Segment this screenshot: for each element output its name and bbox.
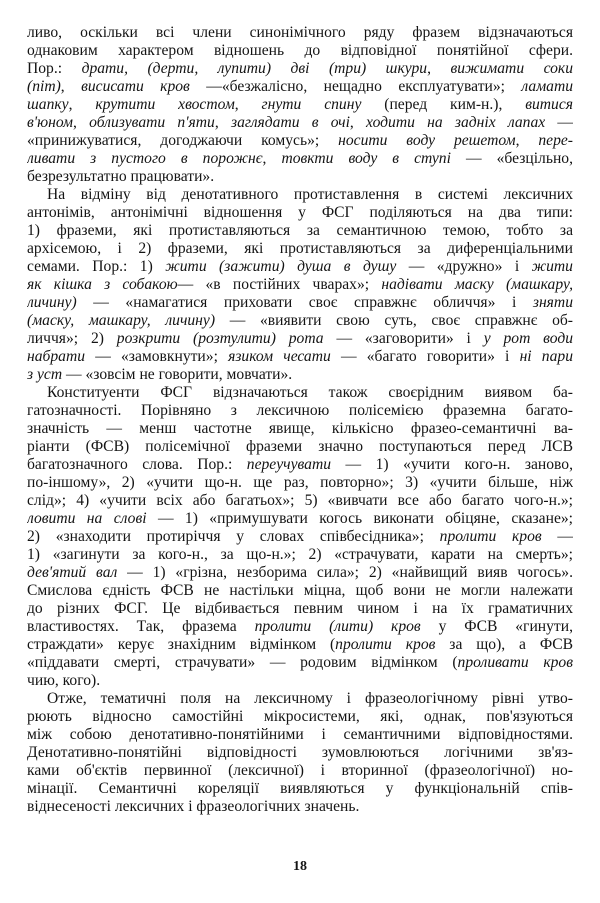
paragraph bbox=[27, 186, 573, 384]
text-line bbox=[27, 132, 573, 150]
text-line bbox=[27, 546, 573, 564]
text-run: — «виявити свою суть, своє справжнє об- bbox=[215, 312, 573, 329]
text-run: «принижуватися, догоджаючи комусь»; bbox=[27, 132, 339, 149]
text-run: безрезультатно працювати». bbox=[27, 168, 215, 185]
italic-phrase: жити (зажити) душа в душу bbox=[165, 258, 397, 275]
text-run: рюють відносно самостійні мікросистеми, які, однак, пов'язуються bbox=[27, 708, 573, 725]
text-run: , bbox=[234, 96, 262, 113]
italic-phrase: переучувати bbox=[246, 456, 332, 473]
italic-phrase: надівати маску (машкару, bbox=[381, 276, 573, 293]
text-line bbox=[27, 456, 573, 474]
italic-phrase: пере- bbox=[538, 132, 573, 149]
italic-phrase: товкти воду в ступі bbox=[281, 150, 451, 167]
text-run: — bbox=[545, 114, 573, 131]
text-line bbox=[27, 438, 573, 456]
text-line bbox=[27, 600, 573, 618]
text-run: — bbox=[541, 528, 573, 545]
text-run: Смислова єдність ФСВ не настільки міцна, щоб вони не могли належати bbox=[27, 582, 573, 599]
italic-phrase: дев'ятий вал bbox=[27, 564, 118, 581]
text-run: ками об'єктів первинної (лексичної) і вторинної (фразеологічної) но- bbox=[27, 762, 573, 779]
text-line bbox=[27, 186, 573, 204]
text-line bbox=[27, 492, 573, 510]
italic-phrase: (піт) bbox=[27, 78, 61, 95]
text-line bbox=[27, 168, 573, 186]
text-line bbox=[27, 60, 573, 78]
page-number: 18 bbox=[293, 859, 307, 874]
italic-phrase: як кішка з собакою bbox=[27, 276, 178, 293]
italic-phrase: розкрити (розтулити) рота bbox=[116, 330, 324, 347]
italic-phrase: у рот води bbox=[483, 330, 573, 347]
text-run: у ФСВ «гинути, bbox=[420, 618, 573, 635]
text-run: — 1) «учити кого-н. заново, bbox=[331, 456, 573, 473]
text-run: личчя»; 2) bbox=[27, 330, 117, 347]
text-run: страждати» керує знахідним відмінком ( bbox=[27, 636, 336, 653]
text-line bbox=[27, 780, 573, 798]
text-run: , bbox=[349, 114, 367, 131]
italic-phrase: шапку bbox=[27, 96, 69, 113]
text-run: 1) «загинути за кого-н., за що-н.»; 2) «страчувати, карати на смерть»; bbox=[27, 546, 573, 563]
text-line bbox=[27, 726, 573, 744]
italic-phrase: пролити кров bbox=[439, 528, 542, 545]
text-run: — «замовкнути»; bbox=[85, 348, 229, 365]
text-line bbox=[27, 96, 573, 114]
text-run: , bbox=[427, 60, 451, 77]
italic-phrase: язиком чесати bbox=[228, 348, 331, 365]
italic-phrase: набрати bbox=[27, 348, 86, 365]
text-run: — «в постійних чварах»; bbox=[177, 276, 382, 293]
text-line bbox=[27, 582, 573, 600]
text-run: , bbox=[68, 96, 96, 113]
italic-phrase: облизувати п'яти bbox=[89, 114, 215, 131]
text-run: архісемою, і 2) фраземи, які протиставляються за диференціальними bbox=[27, 240, 573, 257]
text-run: віднесеності лексичних і фразеологічних значень. bbox=[27, 798, 360, 815]
text-run: — «зовсім не говорити, мовчати». bbox=[62, 366, 293, 383]
text-line bbox=[27, 330, 573, 348]
text-run: мінації. Семантичні кореляції виявляються у функціональній спів- bbox=[27, 780, 573, 797]
text-line bbox=[27, 798, 573, 816]
italic-phrase: ливати з пустого в порожнє bbox=[27, 150, 263, 167]
italic-phrase: з уст bbox=[27, 366, 63, 383]
text-run: однаковим характером відношень до відповідної понятійної сфери. bbox=[27, 42, 573, 59]
text-run: — 1) «примушувати когось виконати обіцяне, сказане»; bbox=[146, 510, 573, 527]
paragraph bbox=[27, 24, 573, 186]
text-run: — «заговорити» і bbox=[323, 330, 484, 347]
text-run: між собою денотативно-понятійними і семантичними відповідностями. bbox=[27, 726, 573, 743]
italic-phrase: в'юном bbox=[27, 114, 73, 131]
italic-phrase: пролити кров bbox=[335, 636, 436, 653]
text-run: 2) «знаходити протиріччя у словах співбесідника»; bbox=[27, 528, 440, 545]
text-run: (перед ким-н.), bbox=[361, 96, 526, 113]
italic-phrase: висисати кров bbox=[81, 78, 190, 95]
text-run: чию, кого). bbox=[27, 672, 101, 689]
italic-phrase: носити воду решетом bbox=[338, 132, 516, 149]
text-run: — «дружно» і bbox=[396, 258, 532, 275]
text-run: по-іншому», 2) «учити що-н. ще раз, повторно»; 3) «учити більше, ніж bbox=[27, 474, 573, 491]
text-line bbox=[27, 204, 573, 222]
italic-phrase: драти, (дерти, лупити) дві (три) шкури bbox=[81, 60, 428, 77]
text-line bbox=[27, 762, 573, 780]
italic-phrase: проливати кров bbox=[457, 654, 573, 671]
text-run: — «безцільно, bbox=[450, 150, 573, 167]
text-run: — «багато говорити» і bbox=[330, 348, 520, 365]
text-line bbox=[27, 528, 573, 546]
text-line bbox=[27, 114, 573, 132]
italic-phrase: заглядати в очі bbox=[230, 114, 350, 131]
text-line bbox=[27, 402, 573, 420]
text-line bbox=[27, 258, 573, 276]
text-run: , bbox=[515, 132, 539, 149]
text-run: , bbox=[60, 78, 82, 95]
text-line bbox=[27, 42, 573, 60]
text-run: семами. Пор.: 1) bbox=[27, 258, 166, 275]
text-line bbox=[27, 690, 573, 708]
text-run: —«безжалісно, нещадно експлуатувати»; bbox=[189, 78, 522, 95]
text-run: Пор.: bbox=[27, 60, 82, 77]
paragraph bbox=[27, 384, 573, 690]
italic-phrase: пролити (лити) кров bbox=[254, 618, 421, 635]
text-run: антонімів, антонімічні відношення у ФСГ поділяються на два типи: bbox=[27, 204, 573, 221]
text-line bbox=[27, 474, 573, 492]
text-run: , bbox=[73, 114, 90, 131]
text-line bbox=[27, 708, 573, 726]
text-run: Отже, тематичні поля на лексичному і фразеологічному рівні утво- bbox=[47, 690, 573, 707]
italic-phrase: гнути спину bbox=[261, 96, 362, 113]
text-line bbox=[27, 348, 573, 366]
text-line bbox=[27, 276, 573, 294]
text-run: до різних ФСГ. Це відбивається певним чином і на їх граматичних bbox=[27, 600, 573, 617]
text-line bbox=[27, 420, 573, 438]
text-line bbox=[27, 222, 573, 240]
text-run: — «намагатися приховати своє справжнє обличчя» і bbox=[76, 294, 533, 311]
text-run: ріанти (ФСВ) полісемічної фраземи значно поступаються перед ЛСВ bbox=[27, 438, 573, 455]
text-line bbox=[27, 24, 573, 42]
italic-phrase: вижимати соки bbox=[450, 60, 573, 77]
text-run: На відміну від денотативного протиставлення в системі лексичних bbox=[47, 186, 573, 203]
text-run: — 1) «грізна, незборима сила»; 2) «найвищий вияв чогось». bbox=[117, 564, 573, 581]
italic-phrase: личину) bbox=[27, 294, 77, 311]
text-run: за що), а ФСВ bbox=[435, 636, 573, 653]
text-line bbox=[27, 636, 573, 654]
italic-phrase: крутити хвостом bbox=[95, 96, 235, 113]
italic-phrase: жити bbox=[531, 258, 573, 275]
text-run: , bbox=[214, 114, 231, 131]
text-line bbox=[27, 366, 573, 384]
text-line bbox=[27, 384, 573, 402]
italic-phrase: ходити на задніх лапах bbox=[366, 114, 546, 131]
text-line bbox=[27, 240, 573, 258]
page-body bbox=[27, 24, 573, 816]
text-run: ливо, оскільки всі члени синонімічного ряду фразем відзначаються bbox=[27, 24, 573, 41]
italic-phrase: витися bbox=[525, 96, 573, 113]
text-run: , bbox=[262, 150, 282, 167]
text-line bbox=[27, 150, 573, 168]
text-run: 1) фраземи, які протиставляються за семантичною темою, тобто за bbox=[27, 222, 573, 239]
text-run: багатозначного слова. Пор.: bbox=[27, 456, 247, 473]
text-line bbox=[27, 312, 573, 330]
text-line bbox=[27, 744, 573, 762]
italic-phrase: ловити на слові bbox=[27, 510, 147, 527]
text-run: Денотативно-понятійні відповідності зумовлюються логічними зв'яз- bbox=[27, 744, 573, 761]
text-line bbox=[27, 78, 573, 96]
text-line bbox=[27, 294, 573, 312]
text-run: значність — менш частотне явище, кількісно фразео-семантичні ва- bbox=[27, 420, 573, 437]
text-run: слід»; 4) «учити всіх або багатьох»; 5) «вивчати все або багато чого-н.»; bbox=[27, 492, 573, 509]
italic-phrase: ламати bbox=[521, 78, 573, 95]
text-line bbox=[27, 654, 573, 672]
paragraph bbox=[27, 690, 573, 816]
text-run: властивостях. Так, фразема bbox=[27, 618, 255, 635]
text-run: «піддавати смерті, страчувати» — родовим відмінком ( bbox=[27, 654, 458, 671]
italic-phrase: зняти bbox=[532, 294, 573, 311]
text-line bbox=[27, 510, 573, 528]
text-run: Конституенти ФСГ відзначаються також своєрідним виявом ба- bbox=[47, 384, 573, 401]
italic-phrase: (маску, машкару, личину) bbox=[27, 312, 216, 329]
text-run: гатозначності. Порівняно з лексичною полісемією фраземна багато- bbox=[27, 402, 573, 419]
text-line bbox=[27, 564, 573, 582]
italic-phrase: ні пари bbox=[519, 348, 573, 365]
text-line bbox=[27, 618, 573, 636]
text-line bbox=[27, 672, 573, 690]
